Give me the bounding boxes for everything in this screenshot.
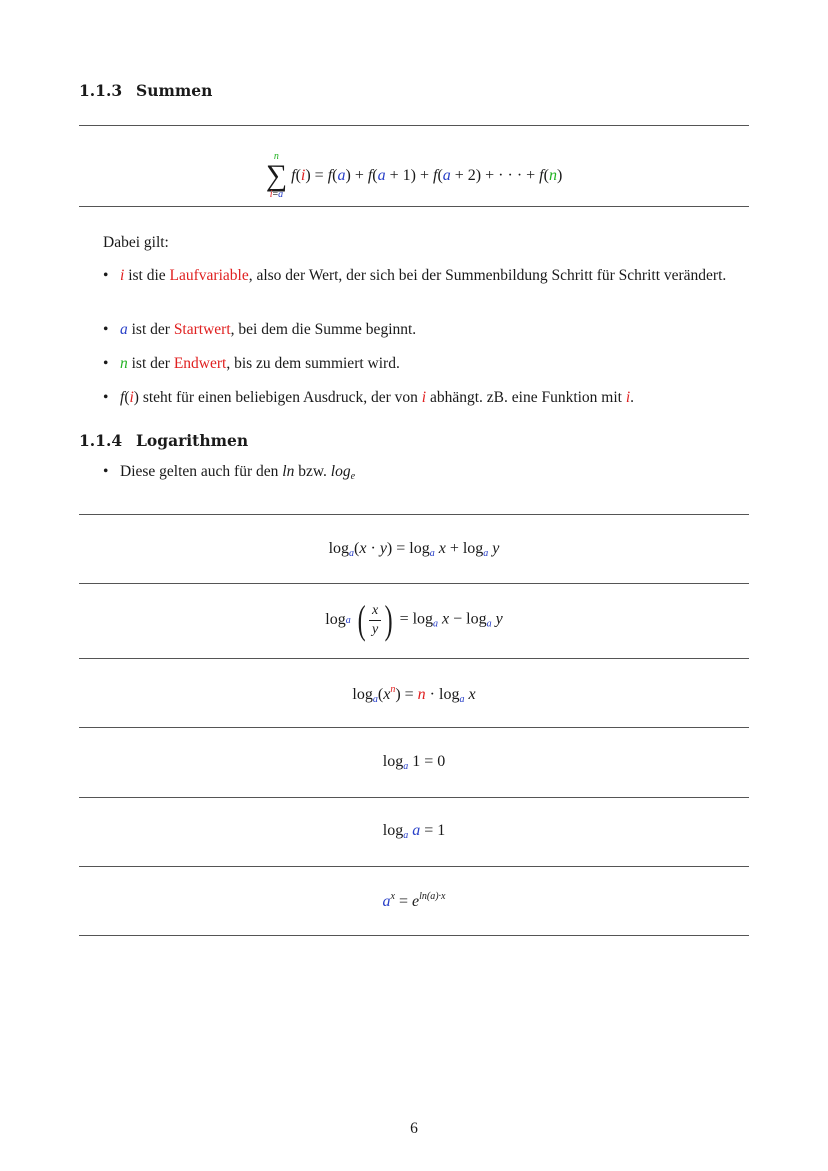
sigma-symbol — [266, 152, 287, 200]
bullet-icon: • — [103, 389, 109, 406]
section-title: Summen — [136, 81, 213, 100]
list-item: • i ist die Laufvariable, also der Wert, der sich bei der Summenbildung Schritt für Schritt verändert. — [103, 267, 727, 284]
summation-formula: n ∑ i=a f(i) = f(a) + f(a + 1) + f(a + 2) + · · · + f(n) — [265, 151, 563, 200]
log-one-rule: $\log_a 1 = 0$ — [382, 753, 446, 772]
section-title: Logarithmen — [136, 431, 249, 450]
bullet-icon: • — [103, 267, 109, 284]
divider — [79, 658, 749, 659]
list-item: • Diese gelten auch für den ln bzw. $\log_e$ — [103, 463, 356, 482]
divider — [79, 935, 749, 936]
bullet-icon: • — [103, 463, 109, 480]
divider — [79, 797, 749, 798]
section-number: 1.1.4 — [79, 431, 123, 450]
bullet-icon: • — [103, 355, 109, 372]
sigma-glyph: ∑ — [265, 159, 288, 192]
list-item: • f(i) steht für einen beliebigen Ausdruck, der von i abhängt. zB. eine Funktion mit i. — [103, 389, 635, 406]
divider — [79, 866, 749, 867]
log-product-rule: $\log_a(x \cdot y) = \log_a x + \log_a y$ — [328, 540, 500, 559]
exponential-rule: $a^x = e^{ln(a)\cdot x}$ — [382, 891, 446, 910]
section-number: 1.1.3 — [79, 81, 123, 100]
log-quotient-rule: log a ( $\frac{x}{y}$ ) = $\log_a x - \log_a y$ — [325, 597, 503, 642]
bullet-icon: • — [103, 321, 109, 338]
list-item: • a ist der Startwert, bei dem die Summe beginnt. — [103, 321, 417, 338]
page-number: 6 — [410, 1120, 418, 1137]
divider — [79, 583, 749, 584]
dabei-gilt: Dabei gilt: — [103, 234, 169, 251]
section-heading-logarithmen — [79, 431, 248, 450]
log-base-rule: $\log_a a = 1$ — [382, 822, 446, 841]
log-power-rule: $\log_a(x^n) = n \cdot \log_a x$ — [352, 684, 476, 705]
divider — [79, 514, 749, 515]
divider — [79, 206, 749, 207]
sum-lower-limit: i=a — [269, 189, 284, 200]
divider — [79, 727, 749, 728]
list-item: • n ist der Endwert, bis zu dem summiert wird. — [103, 355, 400, 372]
divider — [79, 125, 749, 126]
sum-upper-limit: n — [273, 151, 279, 162]
section-heading-summen — [79, 81, 212, 100]
